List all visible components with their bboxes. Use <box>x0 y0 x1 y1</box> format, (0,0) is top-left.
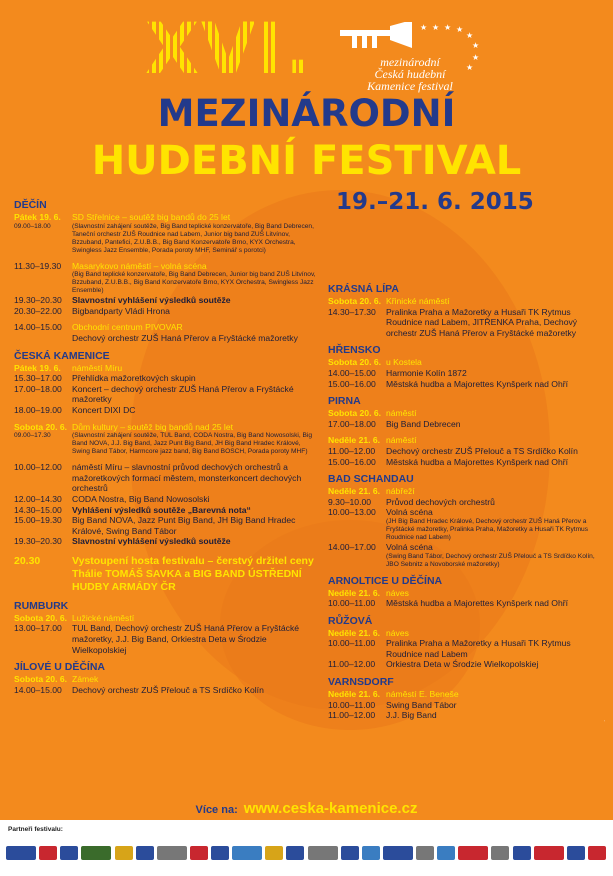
partner-logo[interactable] <box>308 846 338 860</box>
schedule-row <box>328 638 608 659</box>
venue-name: Zámek <box>72 674 99 685</box>
svg-text:★: ★ <box>466 63 474 72</box>
schedule-row <box>328 700 608 711</box>
event-description: (Slavnostní zahájení soutěže, TUL Band, CODA Nostra, Big Band Nowosolski, Big Band NOVA, J.J. Big Band, Jazz Punt Big Band, JH Big Band Hradec Králové, Swing Band Tábor, Harmcore jazz band, Big Band BOSCH, Porada poroty MHF) <box>72 432 313 456</box>
venue-city-heading: VARNSDORF <box>328 676 394 689</box>
more-info <box>0 800 613 817</box>
event-time: 20.30 <box>14 554 41 567</box>
event-day: Pátek 19. 6. <box>14 362 61 373</box>
svg-text:★: ★ <box>466 31 474 40</box>
day-venue-row <box>328 588 608 599</box>
schedule-row <box>14 333 319 344</box>
partner-logo[interactable] <box>39 846 57 860</box>
schedule-row <box>14 405 319 416</box>
event-day: Neděle 21. 6. <box>328 587 381 598</box>
title-line-1: MEZINÁRODNÍ <box>157 92 456 135</box>
event-time: 14.00–15.00 <box>14 322 62 333</box>
event-time: 11.00–12.00 <box>328 659 376 670</box>
day-venue-row <box>328 408 608 419</box>
venue-name: Dům kultury – soutěž big bandů nad 25 let <box>72 421 233 432</box>
event-day: Neděle 21. 6. <box>328 486 381 497</box>
schedule-row <box>328 457 608 468</box>
event-time <box>328 553 386 569</box>
partner-logo[interactable] <box>115 846 133 860</box>
schedule-row <box>14 494 319 505</box>
schedule-row <box>328 419 608 430</box>
event-time: 10.00–13.00 <box>328 507 376 518</box>
event-time: 14.00–17.00 <box>328 541 376 552</box>
venue-city-heading: RUMBURK <box>14 599 69 612</box>
event-time: 14.30–15.00 <box>14 504 62 515</box>
schedule-row <box>14 536 319 547</box>
event-description: Bigbandparty Vládi Hrona <box>72 305 170 316</box>
event-description: Harmonie Kolín 1872 <box>386 367 467 378</box>
trumpet-icon <box>340 22 412 48</box>
event-time: 15.00–16.00 <box>328 456 376 467</box>
svg-text:★: ★ <box>432 23 440 32</box>
day-venue-row <box>14 422 319 433</box>
day-venue-row <box>328 628 608 639</box>
partner-logos <box>6 842 606 864</box>
partner-logo[interactable] <box>513 846 531 860</box>
schedule-row <box>328 553 608 569</box>
event-time: 10.00–11.00 <box>328 638 376 649</box>
event-description: Big Band NOVA, Jazz Punt Big Band, JH Big Band Hradec Králové, Swing Band Tábor <box>72 515 296 536</box>
schedule-row <box>14 505 319 516</box>
photo-credit-mark: · <box>601 720 607 722</box>
event-time: 19.30–20.30 <box>14 295 62 306</box>
logo-line-2: Česká hudební <box>374 67 446 81</box>
svg-text:★: ★ <box>420 23 428 32</box>
partner-logo[interactable] <box>534 846 564 860</box>
event-description: Pralinka Praha a Mažoretky a Husaři TK Rytmus Roudnice nad Labem <box>386 638 571 659</box>
schedule-row <box>14 295 319 306</box>
schedule-row <box>328 518 608 542</box>
event-description: Big Band Debrecen <box>386 418 461 429</box>
event-description: (JH Big Band Hradec Králové, Dechový orchestr ZUŠ Haná Přerov a Fryštácké mažoretky, Pralinka Praha, Mažoretky a Husaři TK Rytmus Roudnice nad Labem) <box>386 517 589 541</box>
venue-name: náves <box>386 587 409 598</box>
event-time: 15.30–17.00 <box>14 373 62 384</box>
event-description: Orkiestra Deta w Środzie Wielkopolskiej <box>386 659 539 670</box>
venue-city-heading: DĚČÍN <box>14 199 47 211</box>
partner-logo[interactable] <box>383 846 413 860</box>
partner-logo[interactable] <box>458 846 488 860</box>
event-time: 10.00–12.00 <box>14 462 62 473</box>
event-description: (Swing Band Tábor, Dechový orchestr ZUŠ Přelouč a TS Srdíčko Kolín, JBO Sebnitz a Novoborské mažoretky) <box>386 552 595 568</box>
day-venue-row <box>328 296 608 307</box>
schedule-row <box>14 373 319 384</box>
event-day: Sobota 20. 6. <box>14 612 68 623</box>
schedule-row <box>14 462 319 494</box>
event-time: 15.00–19.30 <box>14 515 62 526</box>
schedule-row <box>328 307 608 339</box>
schedule-row <box>14 261 319 272</box>
program-left-column <box>14 193 319 695</box>
venue-name: Křinické náměstí <box>386 296 450 306</box>
headliner-row <box>14 555 319 594</box>
event-day: Neděle 21. 6. <box>328 435 381 446</box>
venue-name: náměstí <box>386 408 417 419</box>
partner-logo[interactable] <box>190 846 208 860</box>
schedule-row <box>328 659 608 670</box>
schedule-row <box>14 623 319 655</box>
event-time <box>14 333 72 344</box>
event-time <box>328 518 386 542</box>
partners-label: Partneři festivalu: <box>8 826 63 833</box>
day-venue-row <box>328 689 608 700</box>
event-time: 09.00–18.00 <box>14 222 51 230</box>
event-time: 20.30–22.00 <box>14 305 62 316</box>
schedule-row <box>14 271 319 295</box>
event-description: Městská hudba a Majorettes Kynšperk nad Ohří <box>386 378 568 389</box>
venue-city-heading: PIRNA <box>328 395 361 408</box>
event-time: 19.30–20.30 <box>14 536 62 547</box>
partner-logo[interactable] <box>362 846 380 860</box>
schedule-row <box>14 432 319 456</box>
svg-text:★: ★ <box>444 23 452 32</box>
website-link[interactable]: www.ceska-kamenice.cz <box>243 800 418 817</box>
event-description: TUL Band, Dechový orchestr ZUŠ Haná Přerov a Fryštácké mažoretky, J.J. Big Band, Orkiestra Deta w Środzie Wielkopolskiej <box>72 623 300 655</box>
event-time: 15.00–16.00 <box>328 378 376 389</box>
event-time: 11.30–19.30 <box>14 260 62 271</box>
schedule-row <box>328 710 608 721</box>
partner-logo[interactable] <box>567 846 585 860</box>
venue-city-heading: KRÁSNÁ LÍPA <box>328 283 399 295</box>
logo-text <box>340 56 480 92</box>
venue-city-heading: ARNOLTICE U DĚČÍNA <box>328 574 443 587</box>
partner-logo[interactable] <box>286 846 304 860</box>
partner-logo[interactable] <box>491 846 509 860</box>
event-time: 9.30–10.00 <box>328 496 372 507</box>
schedule-row <box>14 322 319 333</box>
event-time: 10.00–11.00 <box>328 699 376 710</box>
event-time: 17.00–18.00 <box>328 418 376 429</box>
schedule-row <box>328 379 608 390</box>
event-time: 14.00–15.00 <box>14 684 62 695</box>
partner-logo[interactable] <box>588 846 606 860</box>
partner-logo[interactable] <box>157 846 187 860</box>
event-description: Slavnostní vyhlášení výsledků soutěže <box>72 295 231 306</box>
day-venue-row <box>328 486 608 497</box>
event-description: Přehlídka mažoretkových skupin <box>72 373 196 384</box>
day-venue-row <box>328 357 608 368</box>
event-description: Dechový orchestr ZUŠ Haná Přerov a Fryštácké mažoretky <box>72 332 298 343</box>
event-description: Koncert – dechový orchestr ZUŠ Haná Přerov a Fryštácké mažoretky <box>72 383 294 405</box>
program-right-column <box>328 277 608 721</box>
partner-logo[interactable] <box>437 846 455 860</box>
title-line-2: HUDEBNÍ FESTIVAL <box>91 138 522 184</box>
day-venue-row <box>328 435 608 446</box>
event-time: 10.00–11.00 <box>328 598 376 609</box>
day-venue-row <box>14 674 319 685</box>
schedule-row <box>328 446 608 457</box>
event-day: Sobota 20. 6. <box>328 408 382 419</box>
schedule-row <box>328 542 608 553</box>
logo-line-1: mezinárodní <box>380 55 440 69</box>
event-day: Sobota 20. 6. <box>328 357 382 368</box>
venue-name: nábřeží <box>386 486 415 497</box>
partner-logo[interactable] <box>211 846 229 860</box>
event-time: 11.00–12.00 <box>328 445 376 456</box>
event-description: náměstí Míru – slavnostní průvod dechových orchestrů a mažoretkových formací městem, monsterkoncert dechových orchestrů <box>72 462 302 494</box>
venue-name: SD Střelnice – soutěž big bandů do 25 let <box>72 212 231 222</box>
event-description: Obchodní centrum PIVOVAR <box>72 322 183 333</box>
partner-logo[interactable] <box>81 846 111 860</box>
partner-logo[interactable] <box>265 846 283 860</box>
event-day: Pátek 19. 6. <box>14 212 61 222</box>
svg-text:★: ★ <box>456 25 464 34</box>
event-time: 09.00–17.30 <box>14 432 51 440</box>
partner-logo[interactable] <box>341 846 359 860</box>
event-day: Sobota 20. 6. <box>14 421 68 432</box>
event-time: 12.00–14.30 <box>14 493 62 504</box>
event-day: Neděle 21. 6. <box>328 689 381 700</box>
day-venue-row <box>14 363 319 374</box>
event-day: Sobota 20. 6. <box>14 674 68 685</box>
partner-logo[interactable] <box>60 846 78 860</box>
event-time <box>14 271 72 295</box>
event-description: Dechový orchestr ZUŠ Přelouč a TS Srdíčko Kolín <box>72 684 264 695</box>
schedule-row <box>14 685 319 696</box>
venue-city-heading: HŘENSKO <box>328 344 381 357</box>
event-description: (Slavnostní zahájení soutěže, Big Band teplické konzervatoře, Big Band Debrecen, Taneční orchestr ZUŠ Roudnice nad Labem, Junior big band ZUŠ Litvínov, Bzzuband, Pantefici, Z.U.B.B., Big Band Konzervatoře Brno, KYX Orchestra, Swingless Jazz Ensemble, Porada poroty MHF, Seminář s porotci) <box>72 222 314 254</box>
schedule-row <box>14 384 319 405</box>
event-day: Neděle 21. 6. <box>328 627 381 638</box>
schedule-row <box>14 306 319 317</box>
event-time: 14.00–15.00 <box>328 367 376 378</box>
event-description: Koncert DIXI DC <box>72 404 136 415</box>
event-description: (Big Band teplické konzervatoře, Big Band Debrecen, Junior big band ZUŠ Litvínov, Bzzuband, Z.U.B.B., Big Band Konzervatoře Brno, KYX Orchestra, Swingless Jazz Ensemble) <box>72 271 316 295</box>
event-description: Městská hudba a Majorettes Kynšperk nad Ohří <box>386 598 568 609</box>
schedule-row <box>328 598 608 609</box>
venue-name: Lužické náměstí <box>72 612 135 623</box>
partner-logo[interactable] <box>232 846 262 860</box>
event-description: Swing Band Tábor <box>386 699 457 710</box>
spacer <box>14 547 319 553</box>
event-description: Volná scéna <box>386 507 433 518</box>
event-description: Průvod dechových orchestrů <box>386 496 495 507</box>
schedule-row <box>328 507 608 518</box>
event-time: 13.00–17.00 <box>14 623 62 634</box>
venue-name: u Kostela <box>386 357 422 368</box>
schedule-row <box>14 223 319 255</box>
venue-city-heading: BAD SCHANDAU <box>328 473 414 486</box>
schedule-row <box>328 368 608 379</box>
venue-city-heading: JÍLOVÉ U DĚČÍNA <box>14 661 106 674</box>
day-venue-row <box>14 212 319 223</box>
more-info-label: Více na: <box>195 804 238 816</box>
event-description: Dechový orchestr ZUŠ Přelouč a TS Srdíčko Kolín <box>386 445 578 456</box>
festival-dates: 19.–21. 6. 2015 <box>336 189 534 215</box>
event-description: J.J. Big Band <box>386 710 437 721</box>
venue-name: náměstí Míru <box>72 362 123 373</box>
schedule-row <box>14 515 319 536</box>
event-day: Sobota 20. 6. <box>328 296 382 306</box>
venue-city-heading: RŮŽOVÁ <box>328 614 373 627</box>
partner-logo[interactable] <box>416 846 434 860</box>
venue-name: náměstí E. Beneše <box>386 689 459 700</box>
partner-logo[interactable] <box>6 846 36 860</box>
svg-text:★: ★ <box>472 53 480 62</box>
event-description: Slavnostní vyhlášení výsledků soutěže <box>72 536 231 547</box>
event-description: Vyhlášení výsledků soutěže „Barevná nota“ <box>72 504 251 515</box>
event-time: 11.00–12.00 <box>328 710 376 721</box>
event-description: Masarykovo náměstí – volná scéna <box>72 260 207 271</box>
partner-logo[interactable] <box>136 846 154 860</box>
event-time: 14.30–17.30 <box>328 306 376 317</box>
partners-bar <box>0 820 613 876</box>
event-time: 18.00–19.00 <box>14 404 62 415</box>
event-description: Pralinka Praha a Mažoretky a Husaři TK Rytmus Roudnice nad Labem, JITŘENKA Praha, Dechový orchestr ZUŠ Haná Přerov a Fryštácké mažoretky <box>386 306 578 338</box>
venue-name: náves <box>386 627 409 638</box>
day-venue-row <box>14 613 319 624</box>
edition-number: XVI. <box>145 8 314 90</box>
venue-city-heading: ČESKÁ KAMENICE <box>14 349 110 362</box>
event-description: Městská hudba a Majorettes Kynšperk nad Ohří <box>386 456 568 467</box>
event-time: 17.00–18.00 <box>14 383 62 394</box>
venue-name: náměstí <box>386 435 417 446</box>
event-description: Volná scéna <box>386 541 433 552</box>
logo-line-3: Kamenice festival <box>367 79 453 93</box>
schedule-row <box>328 497 608 508</box>
event-description: CODA Nostra, Big Band Nowosolski <box>72 493 210 504</box>
headliner-text: Vystoupení hosta festivalu – čerstvý držitel ceny Thálie TOMÁŠ SAVKA a BIG BAND ÚSTŘEDNÍ HUDBY ARMÁDY ČR <box>72 554 314 593</box>
svg-text:★: ★ <box>472 41 480 50</box>
